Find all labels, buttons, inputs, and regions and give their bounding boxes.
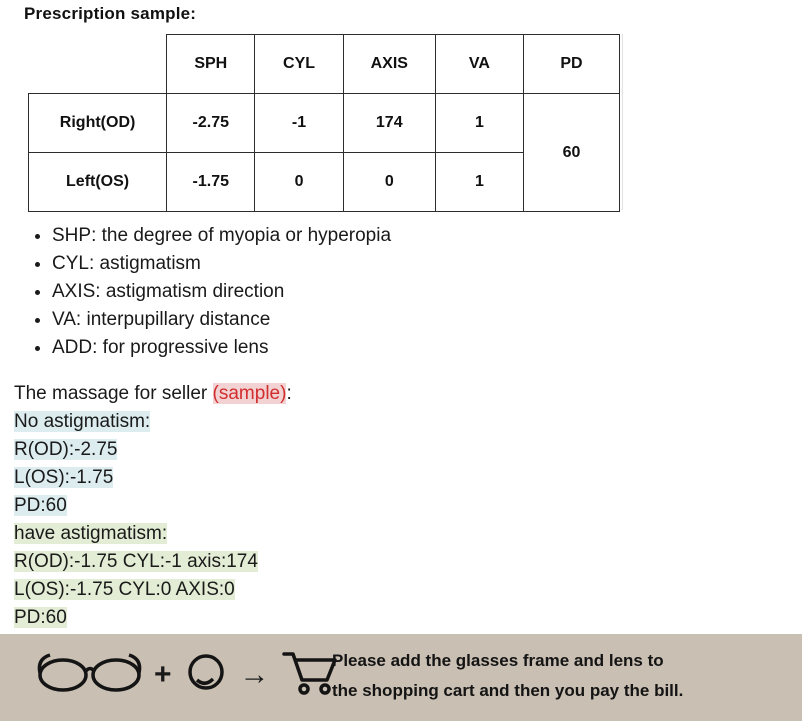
- have-astigmatism-left: L(OS):-1.75 CYL:0 AXIS:0: [14, 579, 235, 600]
- glasses-icon: [36, 649, 144, 700]
- cell-left-va: 1: [435, 153, 523, 212]
- cell-right-va: 1: [435, 94, 523, 153]
- table-header-row: [29, 35, 620, 94]
- no-astigmatism-right: R(OD):-2.75: [14, 439, 118, 460]
- cell-right-cyl: -1: [255, 94, 343, 153]
- row-label-right-od: Right(OD): [29, 94, 167, 153]
- have-astigmatism-line-3: [14, 604, 614, 632]
- table-row: [29, 94, 620, 153]
- arrow-icon: →: [239, 657, 270, 691]
- banner-message: [332, 646, 683, 706]
- header-cell-pd: PD: [523, 35, 619, 94]
- list-item: • ADD: for progressive lens: [52, 334, 391, 362]
- lens-icon: [182, 649, 230, 700]
- list-item: • VA: interpupillary distance: [52, 306, 391, 334]
- no-astigmatism-pd: PD:60: [14, 495, 67, 516]
- header-cell-blank: [29, 35, 167, 94]
- banner-message-line-1: Please add the glasses frame and lens to: [332, 651, 664, 670]
- no-astigmatism-line-3: [14, 492, 614, 520]
- have-astigmatism-line-2: [14, 576, 614, 604]
- prescription-table: [28, 34, 620, 212]
- no-astigmatism-line-2: [14, 464, 614, 492]
- header-cell-sph: SPH: [167, 35, 255, 94]
- cell-pd-value: 60: [523, 94, 619, 212]
- row-label-left-os: Left(OS): [29, 153, 167, 212]
- have-astigmatism-line-1: [14, 548, 614, 576]
- list-item: • CYL: astigmatism: [52, 250, 391, 278]
- have-astigmatism-pd: PD:60: [14, 607, 67, 628]
- banner-message-line-2: the shopping cart and then you pay the bill.: [332, 681, 684, 700]
- no-astigmatism-title-text: No astigmatism:: [14, 411, 151, 432]
- cell-right-sph: -2.75: [167, 94, 255, 153]
- header-cell-axis: AXIS: [343, 35, 435, 94]
- header-cell-va: VA: [435, 35, 523, 94]
- no-astigmatism-left: L(OS):-1.75: [14, 467, 114, 488]
- list-item: • AXIS: astigmatism direction: [52, 278, 391, 306]
- plus-sign: +: [154, 657, 172, 691]
- prescription-table-wrapper: [28, 34, 623, 212]
- cell-left-cyl: 0: [255, 153, 343, 212]
- message-sample-highlight: (sample): [212, 383, 287, 404]
- have-astigmatism-title: [14, 520, 614, 548]
- banner-icon-row: [36, 648, 342, 701]
- page-title: Prescription sample:: [24, 4, 197, 23]
- list-item: • SHP: the degree of myopia or hyperopia: [52, 222, 391, 250]
- legend-list: [22, 222, 391, 362]
- message-intro: [14, 380, 614, 408]
- scan-edge-line: [622, 34, 623, 210]
- header-cell-cyl: CYL: [255, 35, 343, 94]
- have-astigmatism-title-text: have astigmatism:: [14, 523, 168, 544]
- no-astigmatism-line-1: [14, 436, 614, 464]
- have-astigmatism-right: R(OD):-1.75 CYL:-1 axis:174: [14, 551, 258, 572]
- cell-right-axis: 174: [343, 94, 435, 153]
- cell-left-sph: -1.75: [167, 153, 255, 212]
- seller-message-block: [14, 380, 614, 632]
- cell-left-axis: 0: [343, 153, 435, 212]
- no-astigmatism-title: [14, 408, 614, 436]
- message-intro-prefix: The massage for seller: [14, 383, 213, 404]
- footer-banner: [0, 634, 802, 721]
- message-intro-suffix: :: [286, 383, 292, 404]
